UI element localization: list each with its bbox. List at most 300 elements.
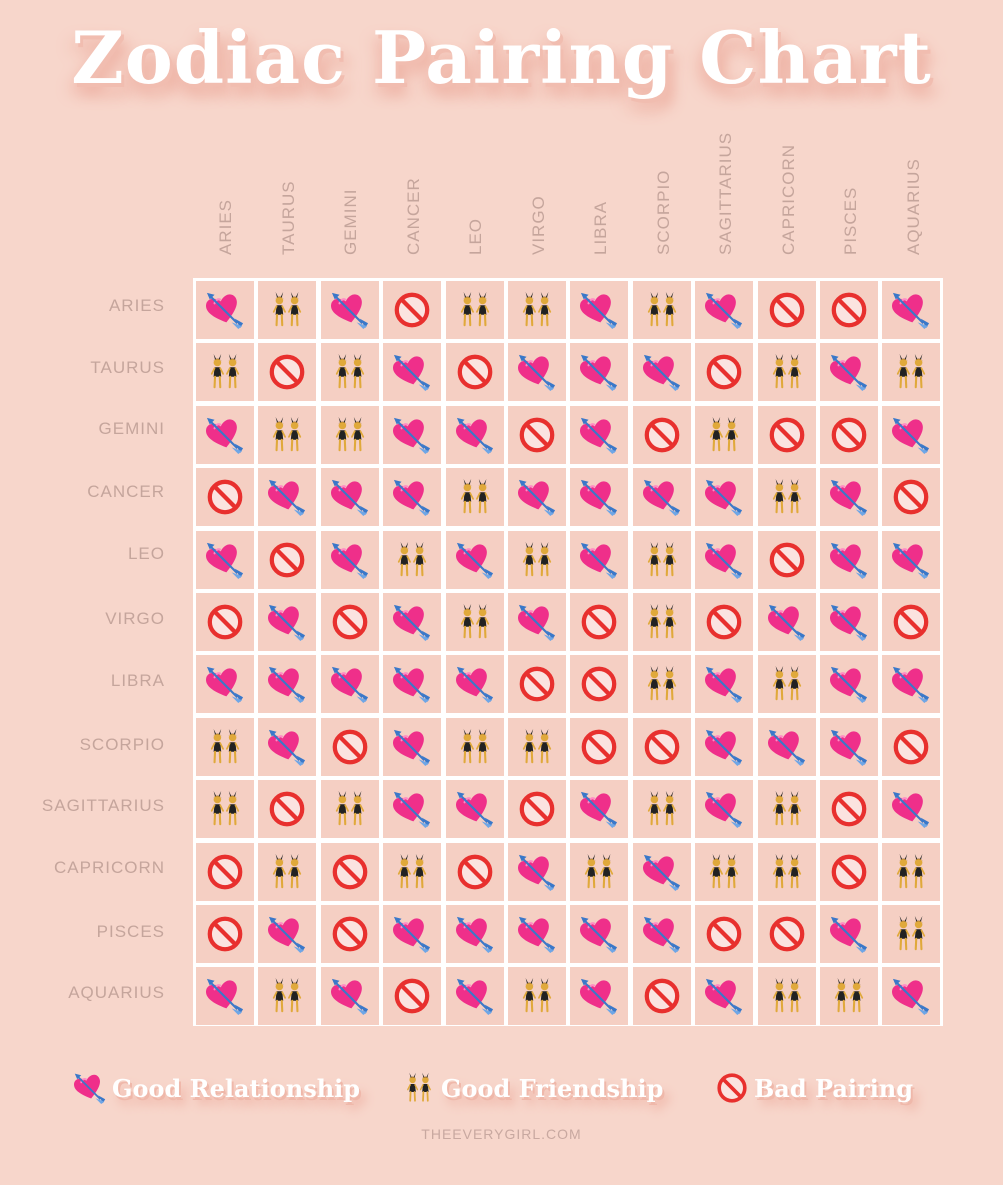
pair-cell-leo-libra [570,531,628,589]
prohibited-icon [892,478,930,516]
heart-with-arrow-icon [580,291,618,329]
pair-cell-sagittarius-scorpio [633,780,691,838]
heart-with-arrow-icon [892,977,930,1015]
women-with-bunny-ears-icon [393,541,431,579]
women-with-bunny-ears-icon [643,603,681,641]
pair-cell-libra-sagittarius [695,655,753,713]
heart-with-arrow-icon [456,541,494,579]
row-header-capricorn: CAPRICORN [53,858,165,877]
pair-cell-aries-virgo [508,281,566,339]
pair-cell-virgo-aquarius [882,593,940,651]
heart-with-arrow-icon [705,478,743,516]
pair-cell-sagittarius-capricorn [758,780,816,838]
column-header-cancer: CANCER [404,177,423,255]
pair-cell-aquarius-capricorn [758,967,816,1025]
pair-cell-sagittarius-cancer [383,780,441,838]
prohibited-icon [206,603,244,641]
heart-with-arrow-icon [206,665,244,703]
heart-with-arrow-icon [393,665,431,703]
prohibited-icon [830,853,868,891]
pair-cell-aries-aries [196,281,254,339]
pair-cell-aquarius-libra [570,967,628,1025]
women-with-bunny-ears-icon [268,291,306,329]
pair-cell-aries-leo [446,281,504,339]
pair-cell-virgo-leo [446,593,504,651]
heart-with-arrow-icon [331,291,369,329]
pair-cell-sagittarius-libra [570,780,628,838]
pair-cell-aquarius-leo [446,967,504,1025]
prohibited-icon [830,790,868,828]
pair-cell-leo-taurus [258,531,316,589]
pair-cell-scorpio-pisces [820,718,878,776]
pair-cell-aries-taurus [258,281,316,339]
pair-cell-scorpio-taurus [258,718,316,776]
pair-cell-aquarius-cancer [383,967,441,1025]
pair-cell-taurus-aries [196,343,254,401]
heart-with-arrow-icon [830,353,868,391]
prohibited-icon [518,790,556,828]
pair-cell-capricorn-scorpio [633,843,691,901]
pair-cell-aries-cancer [383,281,441,339]
pair-cell-gemini-taurus [258,406,316,464]
heart-with-arrow-icon [580,478,618,516]
prohibited-icon [643,977,681,1015]
women-with-bunny-ears-icon [768,478,806,516]
heart-with-arrow-icon [643,915,681,953]
pair-cell-libra-cancer [383,655,441,713]
women-with-bunny-ears-icon [705,853,743,891]
heart-with-arrow-icon [705,665,743,703]
heart-with-arrow-icon [331,665,369,703]
column-header-aquarius: AQUARIUS [904,158,923,255]
women-with-bunny-ears-icon [331,790,369,828]
pair-cell-capricorn-pisces [820,843,878,901]
pair-cell-pisces-libra [570,905,628,963]
prohibited-icon [768,416,806,454]
pair-cell-pisces-pisces [820,905,878,963]
pair-cell-taurus-scorpio [633,343,691,401]
heart-with-arrow-icon [643,353,681,391]
heart-with-arrow-icon [518,853,556,891]
pair-cell-taurus-sagittarius [695,343,753,401]
heart-with-arrow-icon [768,603,806,641]
pair-cell-pisces-aries [196,905,254,963]
pair-cell-taurus-cancer [383,343,441,401]
pair-cell-aries-scorpio [633,281,691,339]
prohibited-icon [892,728,930,766]
pair-cell-libra-libra [570,655,628,713]
prohibited-icon [643,416,681,454]
pair-cell-capricorn-libra [570,843,628,901]
heart-with-arrow-icon [892,665,930,703]
pair-cell-scorpio-aquarius [882,718,940,776]
prohibited-icon [768,541,806,579]
women-with-bunny-ears-icon [331,416,369,454]
prohibited-icon [393,977,431,1015]
pair-cell-leo-pisces [820,531,878,589]
page-title: Zodiac Pairing Chart [71,15,932,100]
women-with-bunny-ears-icon [830,977,868,1015]
pair-cell-virgo-cancer [383,593,441,651]
heart-with-arrow-icon [393,728,431,766]
pair-cell-sagittarius-taurus [258,780,316,838]
women-with-bunny-ears-icon [206,728,244,766]
pair-cell-taurus-virgo [508,343,566,401]
pair-cell-libra-virgo [508,655,566,713]
prohibited-icon [580,603,618,641]
legend-label-good-friendship: Good Friendship [441,1073,664,1103]
heart-with-arrow-icon [518,478,556,516]
prohibited-icon [768,291,806,329]
women-with-bunny-ears-icon [456,603,494,641]
pairing-grid [193,278,943,1026]
women-with-bunny-ears-icon [518,541,556,579]
legend [0,1066,1003,1110]
pair-cell-cancer-libra [570,468,628,526]
pair-cell-libra-aries [196,655,254,713]
heart-with-arrow-icon [580,353,618,391]
pair-cell-aries-pisces [820,281,878,339]
pair-cell-capricorn-gemini [321,843,379,901]
pair-cell-aquarius-sagittarius [695,967,753,1025]
heart-with-arrow-icon [268,478,306,516]
heart-with-arrow-icon [892,541,930,579]
pair-cell-gemini-sagittarius [695,406,753,464]
pair-cell-aquarius-aries [196,967,254,1025]
heart-with-arrow-icon [580,915,618,953]
prohibited-icon [643,728,681,766]
pair-cell-sagittarius-aquarius [882,780,940,838]
pair-cell-leo-capricorn [758,531,816,589]
pair-cell-pisces-gemini [321,905,379,963]
pair-cell-cancer-pisces [820,468,878,526]
pair-cell-cancer-scorpio [633,468,691,526]
row-header-scorpio: SCORPIO [79,735,165,754]
pair-cell-virgo-aries [196,593,254,651]
prohibited-icon [331,853,369,891]
heart-with-arrow-icon [580,541,618,579]
heart-with-arrow-icon [393,790,431,828]
pair-cell-aries-sagittarius [695,281,753,339]
heart-with-arrow-icon [830,665,868,703]
prohibited-icon [518,416,556,454]
prohibited-icon [393,291,431,329]
pair-cell-virgo-gemini [321,593,379,651]
pair-cell-gemini-gemini [321,406,379,464]
pair-cell-gemini-pisces [820,406,878,464]
pair-cell-leo-scorpio [633,531,691,589]
prohibited-icon [331,603,369,641]
heart-with-arrow-icon [206,977,244,1015]
women-with-bunny-ears-icon [892,853,930,891]
heart-with-arrow-icon [268,728,306,766]
prohibited-icon [456,853,494,891]
pair-cell-scorpio-sagittarius [695,718,753,776]
pair-cell-capricorn-sagittarius [695,843,753,901]
pair-cell-capricorn-aquarius [882,843,940,901]
women-with-bunny-ears-icon [643,665,681,703]
pair-cell-cancer-leo [446,468,504,526]
heart-with-arrow-icon [331,478,369,516]
column-header-sagittarius: SAGITTARIUS [716,131,735,255]
pair-cell-libra-aquarius [882,655,940,713]
prohibited-icon [830,416,868,454]
pair-cell-leo-aries [196,531,254,589]
pair-cell-leo-gemini [321,531,379,589]
column-header-leo: LEO [466,217,485,255]
women-with-bunny-ears-icon [456,728,494,766]
women-with-bunny-ears-icon [206,353,244,391]
pair-cell-virgo-libra [570,593,628,651]
pair-cell-libra-pisces [820,655,878,713]
prohibited-icon [206,915,244,953]
pair-cell-leo-leo [446,531,504,589]
pair-cell-pisces-leo [446,905,504,963]
pair-cell-leo-aquarius [882,531,940,589]
pair-cell-aries-capricorn [758,281,816,339]
heart-with-arrow-icon [892,291,930,329]
prohibited-icon [268,541,306,579]
heart-with-arrow-icon [643,853,681,891]
prohibited-icon [456,353,494,391]
pair-cell-gemini-aquarius [882,406,940,464]
women-with-bunny-ears-icon [403,1072,435,1104]
prohibited-icon [268,790,306,828]
pair-cell-pisces-aquarius [882,905,940,963]
heart-with-arrow-icon [705,728,743,766]
legend-label-bad-pairing: Bad Pairing [754,1073,914,1103]
pair-cell-capricorn-capricorn [758,843,816,901]
women-with-bunny-ears-icon [643,541,681,579]
legend-item-bad-pairing [716,1066,913,1110]
prohibited-icon [768,915,806,953]
heart-with-arrow-icon [705,291,743,329]
pair-cell-virgo-taurus [258,593,316,651]
women-with-bunny-ears-icon [393,853,431,891]
pair-cell-scorpio-capricorn [758,718,816,776]
pair-cell-gemini-virgo [508,406,566,464]
heart-with-arrow-icon [456,416,494,454]
heart-with-arrow-icon [393,603,431,641]
prohibited-icon [518,665,556,703]
pair-cell-scorpio-leo [446,718,504,776]
women-with-bunny-ears-icon [268,416,306,454]
row-header-aquarius: AQUARIUS [68,983,165,1002]
women-with-bunny-ears-icon [768,853,806,891]
prohibited-icon [716,1072,748,1104]
women-with-bunny-ears-icon [268,853,306,891]
pair-cell-sagittarius-virgo [508,780,566,838]
heart-with-arrow-icon [456,977,494,1015]
pair-cell-leo-sagittarius [695,531,753,589]
column-header-capricorn: CAPRICORN [779,143,798,255]
pair-cell-libra-taurus [258,655,316,713]
column-header-virgo: VIRGO [529,195,548,255]
heart-with-arrow-icon [830,728,868,766]
pair-cell-capricorn-aries [196,843,254,901]
pair-cell-taurus-libra [570,343,628,401]
pair-cell-cancer-sagittarius [695,468,753,526]
heart-with-arrow-icon [830,915,868,953]
pair-cell-cancer-taurus [258,468,316,526]
pair-cell-gemini-cancer [383,406,441,464]
women-with-bunny-ears-icon [456,478,494,516]
pair-cell-pisces-scorpio [633,905,691,963]
heart-with-arrow-icon [268,915,306,953]
women-with-bunny-ears-icon [768,353,806,391]
footer-site-name: THEEVERYGIRL.COM [421,1126,582,1142]
prohibited-icon [580,728,618,766]
pair-cell-sagittarius-pisces [820,780,878,838]
column-header-pisces: PISCES [841,186,860,255]
heart-with-arrow-icon [268,603,306,641]
heart-with-arrow-icon [830,478,868,516]
heart-with-arrow-icon [393,416,431,454]
heart-with-arrow-icon [892,790,930,828]
pair-cell-aquarius-gemini [321,967,379,1025]
prohibited-icon [892,603,930,641]
heart-with-arrow-icon [768,728,806,766]
prohibited-icon [331,728,369,766]
pair-cell-aquarius-pisces [820,967,878,1025]
pair-cell-virgo-sagittarius [695,593,753,651]
women-with-bunny-ears-icon [768,977,806,1015]
pair-cell-capricorn-taurus [258,843,316,901]
pair-cell-gemini-aries [196,406,254,464]
row-header-taurus: TAURUS [90,358,165,377]
pair-cell-cancer-virgo [508,468,566,526]
pair-cell-gemini-leo [446,406,504,464]
pair-cell-pisces-sagittarius [695,905,753,963]
heart-with-arrow-icon [705,541,743,579]
pair-cell-capricorn-cancer [383,843,441,901]
pair-cell-pisces-capricorn [758,905,816,963]
pair-cell-leo-cancer [383,531,441,589]
pair-cell-capricorn-leo [446,843,504,901]
pair-cell-taurus-pisces [820,343,878,401]
heart-with-arrow-icon [580,790,618,828]
pair-cell-sagittarius-aries [196,780,254,838]
row-header-virgo: VIRGO [105,609,165,628]
legend-item-good-relationship [74,1066,360,1110]
women-with-bunny-ears-icon [518,291,556,329]
heart-with-arrow-icon [206,541,244,579]
women-with-bunny-ears-icon [456,291,494,329]
pair-cell-scorpio-cancer [383,718,441,776]
pair-cell-leo-virgo [508,531,566,589]
women-with-bunny-ears-icon [206,790,244,828]
pair-cell-virgo-scorpio [633,593,691,651]
row-header-libra: LIBRA [110,671,165,690]
prohibited-icon [206,478,244,516]
heart-with-arrow-icon [74,1072,106,1104]
pair-cell-scorpio-gemini [321,718,379,776]
heart-with-arrow-icon [643,478,681,516]
women-with-bunny-ears-icon [643,790,681,828]
heart-with-arrow-icon [393,478,431,516]
heart-with-arrow-icon [892,416,930,454]
pair-cell-libra-capricorn [758,655,816,713]
heart-with-arrow-icon [393,353,431,391]
women-with-bunny-ears-icon [892,915,930,953]
heart-with-arrow-icon [518,353,556,391]
prohibited-icon [580,665,618,703]
pair-cell-pisces-cancer [383,905,441,963]
women-with-bunny-ears-icon [892,353,930,391]
women-with-bunny-ears-icon [580,853,618,891]
pair-cell-aries-gemini [321,281,379,339]
column-header-libra: LIBRA [591,200,610,255]
prohibited-icon [268,353,306,391]
pair-cell-cancer-aries [196,468,254,526]
heart-with-arrow-icon [580,977,618,1015]
pair-cell-scorpio-virgo [508,718,566,776]
prohibited-icon [705,603,743,641]
heart-with-arrow-icon [206,416,244,454]
pair-cell-aquarius-aquarius [882,967,940,1025]
pair-cell-virgo-virgo [508,593,566,651]
heart-with-arrow-icon [268,665,306,703]
pair-cell-gemini-capricorn [758,406,816,464]
prohibited-icon [206,853,244,891]
heart-with-arrow-icon [456,790,494,828]
pair-cell-sagittarius-sagittarius [695,780,753,838]
prohibited-icon [705,915,743,953]
column-header-scorpio: SCORPIO [654,169,673,255]
women-with-bunny-ears-icon [518,728,556,766]
pair-cell-aries-libra [570,281,628,339]
pair-cell-libra-gemini [321,655,379,713]
pair-cell-scorpio-scorpio [633,718,691,776]
pair-cell-scorpio-libra [570,718,628,776]
women-with-bunny-ears-icon [518,977,556,1015]
row-header-leo: LEO [127,544,165,563]
pair-cell-taurus-leo [446,343,504,401]
pair-cell-sagittarius-gemini [321,780,379,838]
women-with-bunny-ears-icon [768,790,806,828]
pair-cell-gemini-libra [570,406,628,464]
pair-cell-scorpio-aries [196,718,254,776]
heart-with-arrow-icon [206,291,244,329]
pair-cell-aries-aquarius [882,281,940,339]
prohibited-icon [830,291,868,329]
heart-with-arrow-icon [331,541,369,579]
pair-cell-cancer-aquarius [882,468,940,526]
prohibited-icon [705,353,743,391]
pair-cell-sagittarius-leo [446,780,504,838]
women-with-bunny-ears-icon [268,977,306,1015]
prohibited-icon [331,915,369,953]
column-header-aries: ARIES [216,198,235,255]
heart-with-arrow-icon [705,977,743,1015]
women-with-bunny-ears-icon [705,416,743,454]
heart-with-arrow-icon [705,790,743,828]
pair-cell-cancer-capricorn [758,468,816,526]
women-with-bunny-ears-icon [768,665,806,703]
row-header-gemini: GEMINI [98,419,165,438]
row-header-aries: ARIES [108,296,165,315]
column-header-gemini: GEMINI [341,188,360,255]
heart-with-arrow-icon [456,915,494,953]
pair-cell-cancer-cancer [383,468,441,526]
pair-cell-virgo-capricorn [758,593,816,651]
pair-cell-libra-scorpio [633,655,691,713]
heart-with-arrow-icon [830,603,868,641]
pair-cell-taurus-taurus [258,343,316,401]
pair-cell-capricorn-virgo [508,843,566,901]
pair-cell-gemini-scorpio [633,406,691,464]
row-header-pisces: PISCES [96,922,165,941]
